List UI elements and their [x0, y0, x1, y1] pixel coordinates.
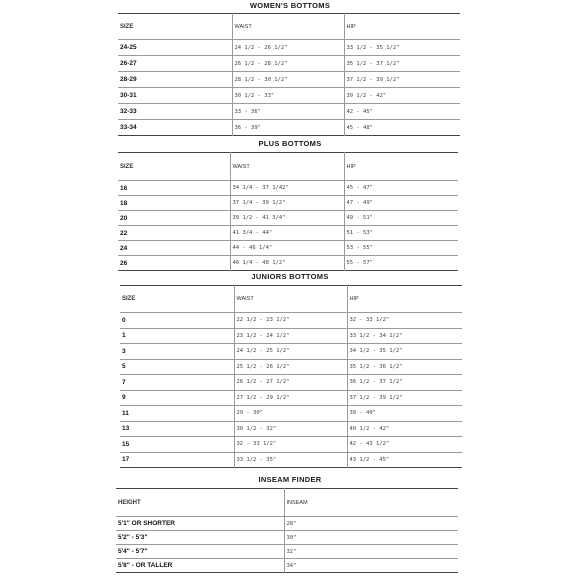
table-row [120, 359, 462, 375]
juniors-cell-waist: 26 1/2 - 27 1/2" [234, 375, 347, 391]
juniors-cell-hip: 35 1/2 - 36 1/2" [347, 359, 462, 375]
juniors-cell-size: 9 [122, 394, 126, 402]
plus-bottoms-rows [118, 153, 458, 271]
plus-cell-hip: 49 - 51" [344, 211, 458, 226]
table-row [116, 531, 458, 545]
juniors-cell-waist: 29 - 30" [234, 406, 347, 422]
plus-cell-size: 18 [120, 199, 128, 207]
plus-cell-waist: 39 1/2 - 41 3/4" [230, 211, 344, 226]
womens-cell-waist: 36 - 39" [232, 120, 344, 136]
womens-cell-size: 32-33 [120, 108, 137, 115]
table-row [116, 517, 458, 531]
juniors-cell-size: 13 [122, 425, 130, 433]
inseam-header-row [116, 489, 458, 517]
womens-cell-waist: 24 1/2 - 26 1/2" [232, 40, 344, 56]
juniors-cell-size: 11 [122, 409, 129, 417]
juniors-cell-size: 15 [122, 440, 130, 448]
juniors-cell-hip: 40 1/2 - 42" [347, 421, 462, 437]
womens-bottoms-title: WOMEN'S BOTTOMS [249, 1, 331, 10]
inseam-cell-inseam: 30" [284, 531, 458, 545]
plus-cell-size: 22 [120, 229, 128, 237]
juniors-cell-hip: 39 - 40" [347, 406, 462, 422]
juniors-cell-hip: 34 1/2 - 35 1/2" [347, 344, 462, 360]
table-row [120, 313, 462, 329]
table-row [120, 375, 462, 391]
table-row [120, 421, 462, 437]
inseam-header-height: HEIGHT [118, 499, 141, 506]
table-row [118, 88, 460, 104]
inseam-cell-height: 5'2" - 5'3" [118, 534, 148, 541]
juniors-cell-waist: 32 - 33 1/2" [234, 437, 347, 453]
juniors-cell-waist: 23 1/2 - 24 1/2" [234, 328, 347, 344]
juniors-cell-hip: 42 - 43 1/2" [347, 437, 462, 453]
womens-cell-waist: 28 1/2 - 30 1/2" [232, 72, 344, 88]
juniors-cell-hip: 33 1/2 - 34 1/2" [347, 328, 462, 344]
womens-bottoms-table [118, 13, 460, 136]
juniors-header-row [120, 286, 462, 313]
juniors-cell-waist: 30 1/2 - 32" [234, 421, 347, 437]
plus-cell-hip: 51 - 53" [344, 226, 458, 241]
table-row [118, 196, 458, 211]
plus-cell-size: 24 [120, 244, 128, 252]
juniors-cell-hip: 32 - 33 1/2" [347, 313, 462, 329]
inseam-cell-inseam: 34" [284, 559, 458, 573]
table-row [116, 559, 458, 573]
womens-cell-hip: 42 - 45" [344, 104, 460, 120]
juniors-cell-hip: 36 1/2 - 37 1/2" [347, 375, 462, 391]
plus-bottoms-table [118, 152, 458, 271]
inseam-finder-rows [116, 489, 458, 573]
inseam-header-inseam: INSEAM [284, 489, 458, 517]
womens-cell-size: 33-34 [120, 124, 137, 131]
table-row [120, 328, 462, 344]
womens-cell-size: 24-25 [120, 44, 137, 51]
juniors-cell-waist: 33 1/2 - 35" [234, 452, 347, 468]
plus-cell-hip: 45 - 47" [344, 181, 458, 196]
juniors-bottoms-section [0, 268, 580, 468]
inseam-finder-title: INSEAM FINDER [258, 475, 322, 484]
womens-cell-waist: 30 1/2 - 33" [232, 88, 344, 104]
plus-cell-waist: 44 - 46 1/4" [230, 241, 344, 256]
juniors-cell-size: 1 [122, 332, 126, 340]
table-row [118, 40, 460, 56]
juniors-cell-size: 0 [122, 316, 126, 324]
juniors-cell-waist: 27 1/2 - 29 1/2" [234, 390, 347, 406]
womens-bottoms-rows [118, 14, 460, 136]
juniors-header-size: SIZE [122, 296, 136, 302]
table-row [118, 241, 458, 256]
inseam-cell-height: 5'4" - 5'7" [118, 548, 148, 555]
juniors-bottoms-table [120, 285, 462, 468]
table-row [118, 104, 460, 120]
womens-cell-hip: 39 1/2 - 42" [344, 88, 460, 104]
plus-cell-waist: 46 1/4 - 48 1/2" [230, 256, 344, 271]
womens-header-size: SIZE [120, 23, 134, 30]
plus-bottoms-title: PLUS BOTTOMS [258, 139, 322, 148]
womens-cell-hip: 37 1/2 - 39 1/2" [344, 72, 460, 88]
inseam-cell-height: 5'8" - OR TALLER [118, 562, 173, 569]
table-row [120, 437, 462, 453]
womens-cell-waist: 33 - 36" [232, 104, 344, 120]
womens-cell-waist: 26 1/2 - 28 1/2" [232, 56, 344, 72]
juniors-cell-size: 5 [122, 363, 126, 371]
inseam-cell-height: 5'1" OR SHORTER [118, 520, 175, 527]
table-row [120, 452, 462, 468]
juniors-cell-waist: 22 1/2 - 23 1/2" [234, 313, 347, 329]
plus-header-waist: WAIST [230, 153, 344, 181]
table-row [116, 545, 458, 559]
table-row [120, 390, 462, 406]
womens-cell-hip: 45 - 48" [344, 120, 460, 136]
plus-cell-hip: 55 - 57" [344, 256, 458, 271]
table-row [120, 344, 462, 360]
juniors-bottoms-rows [120, 286, 462, 468]
plus-cell-waist: 41 3/4 - 44" [230, 226, 344, 241]
womens-bottoms-section [0, 0, 580, 132]
inseam-cell-inseam: 28" [284, 517, 458, 531]
womens-header-row [118, 14, 460, 40]
inseam-finder-table [116, 488, 458, 573]
juniors-cell-size: 17 [122, 456, 130, 464]
juniors-cell-size: 7 [122, 378, 126, 386]
plus-cell-size: 16 [120, 184, 128, 192]
table-row [118, 56, 460, 72]
table-row [118, 120, 460, 136]
womens-cell-hip: 35 1/2 - 37 1/2" [344, 56, 460, 72]
juniors-header-waist: WAIST [234, 286, 347, 313]
juniors-bottoms-title: JUNIORS BOTTOMS [251, 272, 329, 281]
plus-cell-waist: 37 1/4 - 39 1/2" [230, 196, 344, 211]
table-row [120, 406, 462, 422]
womens-cell-size: 26-27 [120, 60, 137, 67]
plus-cell-size: 26 [120, 259, 128, 267]
table-row [118, 211, 458, 226]
juniors-cell-size: 3 [122, 347, 126, 355]
plus-cell-hip: 47 - 49" [344, 196, 458, 211]
plus-cell-waist: 34 1/4 - 37 1/42" [230, 181, 344, 196]
juniors-cell-hip: 43 1/2 - 45" [347, 452, 462, 468]
plus-bottoms-section [0, 136, 580, 270]
womens-header-hip: HIP [344, 14, 460, 40]
table-row [118, 181, 458, 196]
inseam-cell-inseam: 32" [284, 545, 458, 559]
womens-cell-hip: 33 1/2 - 35 1/2" [344, 40, 460, 56]
plus-header-size: SIZE [120, 163, 134, 170]
plus-header-row [118, 153, 458, 181]
juniors-cell-hip: 37 1/2 - 39 1/2" [347, 390, 462, 406]
table-row [118, 72, 460, 88]
plus-cell-hip: 53 - 55" [344, 241, 458, 256]
plus-cell-size: 20 [120, 214, 128, 222]
womens-header-waist: WAIST [232, 14, 344, 40]
juniors-cell-waist: 25 1/2 - 26 1/2" [234, 359, 347, 375]
juniors-cell-waist: 24 1/2 - 25 1/2" [234, 344, 347, 360]
table-row [118, 226, 458, 241]
womens-cell-size: 30-31 [120, 92, 137, 99]
inseam-finder-section [0, 472, 580, 580]
juniors-header-hip: HIP [347, 286, 462, 313]
womens-cell-size: 28-29 [120, 76, 137, 83]
plus-header-hip: HIP [344, 153, 458, 181]
